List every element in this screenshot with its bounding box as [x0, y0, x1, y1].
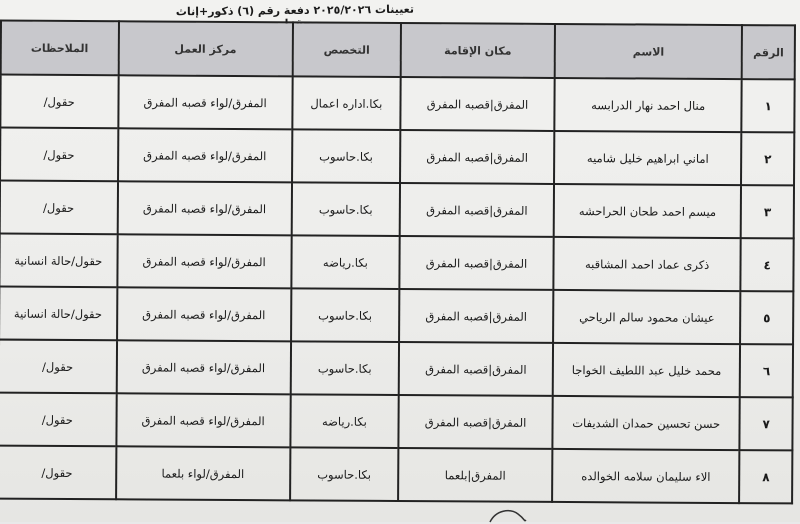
cell-workplace: المفرق/لواء قصبه المفرق — [116, 340, 291, 394]
cell-specialty: بكا.حاسوب — [291, 182, 400, 236]
cell-workplace: المفرق/لواء قصبه المفرق — [118, 128, 293, 182]
cell-name: عيشان محمود سالم الرياحي — [553, 290, 741, 344]
cell-num: ٧ — [740, 397, 793, 450]
table-row — [0, 181, 794, 239]
header-specialty: التخصص — [292, 22, 401, 77]
cell-residence: المفرق|قصبه المفرق — [400, 183, 554, 237]
cell-workplace: المفرق/لواء قصبه المفرق — [117, 181, 292, 235]
cell-specialty: بكا.حاسوب — [291, 288, 400, 342]
table-row — [0, 287, 793, 345]
cell-name: محمد خليل عبد اللطيف الخواجا — [553, 343, 741, 397]
table-row — [0, 446, 792, 504]
cell-name: الاء سليمان سلامه الخوالده — [552, 449, 740, 503]
cell-num: ٢ — [741, 132, 794, 185]
cell-num: ٣ — [741, 185, 794, 238]
appointments-table-container — [0, 20, 800, 517]
cell-specialty: بكا.رياضه — [290, 394, 399, 448]
table-row — [0, 340, 793, 398]
header-notes: الملاحظات — [1, 21, 119, 76]
cell-notes: حقول/حالة انسانية — [0, 287, 117, 341]
cell-name: ميسم احمد طحان الحراحشه — [554, 184, 742, 238]
cell-residence: المفرق|قصبه المفرق — [400, 130, 554, 184]
cell-notes: حقول/ — [0, 340, 117, 394]
cell-residence: المفرق|قصبه المفرق — [399, 289, 553, 343]
cell-num: ٥ — [740, 291, 793, 344]
cell-workplace: المفرق/لواء قصبه المفرق — [117, 287, 292, 341]
table-row — [0, 75, 794, 133]
table-row — [0, 128, 794, 186]
cell-workplace: المفرق/لواء قصبه المفرق — [118, 75, 293, 129]
cell-residence: المفرق|بلعما — [398, 448, 552, 502]
header-name: الاسم — [555, 24, 743, 79]
cell-notes: حقول/ — [0, 446, 116, 500]
cell-notes: حقول/ — [0, 75, 118, 129]
cell-name: اماني ابراهيم خليل شاميه — [554, 131, 742, 185]
cell-num: ٨ — [739, 450, 792, 503]
cell-specialty: بكا.اداره اعمال — [292, 76, 401, 130]
cell-notes: حقول/ — [0, 181, 118, 235]
table-row — [0, 234, 794, 292]
cell-num: ١ — [742, 79, 795, 132]
cell-residence: المفرق|قصبه المفرق — [400, 77, 554, 131]
cell-num: ٤ — [741, 238, 794, 291]
cell-residence: المفرق|قصبه المفرق — [398, 395, 552, 449]
table-header-row — [1, 21, 795, 80]
cell-workplace: المفرق/لواء قصبه المفرق — [117, 234, 292, 288]
cell-specialty: بكا.حاسوب — [292, 129, 401, 183]
cell-residence: المفرق|قصبه المفرق — [399, 236, 553, 290]
cell-name: ذكرى عماد احمد المشاقبه — [553, 237, 741, 291]
cell-residence: المفرق|قصبه المفرق — [399, 342, 553, 396]
cell-num: ٦ — [740, 344, 793, 397]
cell-workplace: المفرق/لواء قصبه المفرق — [116, 393, 291, 447]
cell-specialty: بكا.حاسوب — [290, 447, 399, 501]
cell-name: منال احمد نهار الدرابسه — [554, 78, 742, 132]
appointments-table — [0, 20, 796, 505]
document-title: تعيينات ٢٠٢٥/٢٠٢٦ دفعة رقم (٦) ذكور+إناث — [175, 2, 415, 19]
cell-specialty: بكا.رياضه — [291, 235, 400, 289]
cell-notes: حقول/ — [0, 393, 116, 447]
cell-workplace: المفرق/لواء بلعما — [116, 446, 291, 500]
cell-name: حسن تحسين حمدان الشديفات — [552, 396, 740, 450]
cell-notes: حقول/حالة انسانية — [0, 234, 117, 288]
header-workplace: مركز العمل — [118, 21, 293, 76]
header-residence: مكان الإقامة — [401, 23, 555, 78]
header-num: الرقم — [742, 25, 795, 79]
table-row — [0, 393, 793, 451]
cell-notes: حقول/ — [0, 128, 118, 182]
cell-specialty: بكا.حاسوب — [290, 341, 399, 395]
